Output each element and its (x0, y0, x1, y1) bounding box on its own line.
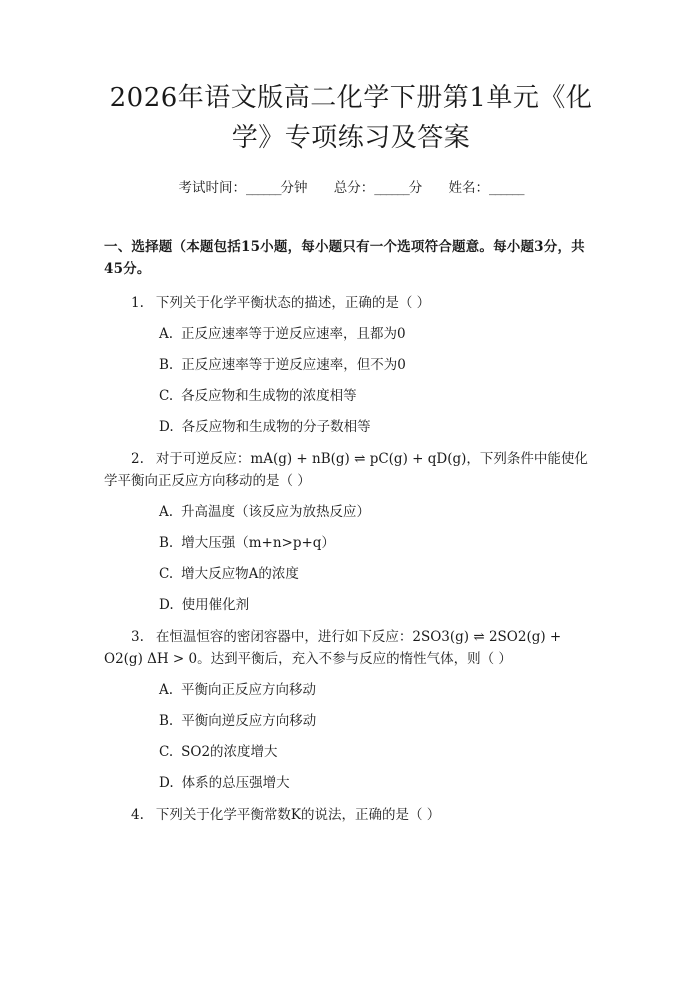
option-c (159, 385, 598, 407)
question-text: 在恒温恒容的密闭容器中，进行如下反应：2SO3(g) ⇌ 2SO2(g) + O2(g) ΔH > 0。达到平衡后，充入不参与反应的惰性气体，则（ ） (104, 629, 562, 667)
question-3 (104, 626, 598, 670)
exam-time-blank: ______ (245, 180, 281, 196)
option-text: SO2的浓度增大 (181, 744, 278, 760)
option-label: B. (159, 713, 174, 729)
exam-meta (104, 178, 598, 198)
total-score-unit: 分 (408, 180, 423, 196)
document-page (0, 78, 700, 983)
student-name (449, 180, 524, 196)
question-4 (104, 804, 598, 826)
option-text: 平衡向正反应方向移动 (181, 682, 317, 698)
option-d (159, 594, 598, 616)
option-label: B. (159, 357, 174, 373)
exam-time-unit: 分钟 (280, 180, 308, 196)
option-text: 增大反应物A的浓度 (181, 566, 299, 582)
option-a (159, 679, 598, 701)
option-text: 升高温度（该反应为放热反应） (181, 504, 371, 520)
exam-time-label: 考试时间： (178, 180, 246, 196)
section-heading: 一、选择题（本题包括15小题，每小题只有一个选项符合题意。每小题3分，共45分。 (104, 239, 585, 277)
option-text: 增大压强（m+n>p+q） (181, 535, 335, 551)
option-a (159, 501, 598, 523)
question-number: 3. (131, 629, 144, 645)
question-number: 4. (131, 807, 144, 823)
option-text: 正反应速率等于逆反应速率，且都为0 (181, 326, 406, 342)
question-number: 1. (131, 295, 144, 311)
question-number: 2. (131, 451, 144, 467)
option-label: D. (159, 419, 174, 435)
option-label: A. (159, 504, 174, 520)
option-label: D. (159, 775, 174, 791)
option-text: 各反应物和生成物的浓度相等 (181, 388, 357, 404)
question-2-options (104, 501, 598, 616)
option-c (159, 741, 598, 763)
question-1-options (104, 323, 598, 438)
option-label: C. (159, 388, 174, 404)
option-b (159, 532, 598, 554)
option-b (159, 354, 598, 376)
question-3-options (104, 679, 598, 794)
student-name-blank: ______ (489, 180, 524, 196)
total-score-label: 总分： (333, 180, 375, 196)
option-text: 使用催化剂 (181, 597, 250, 613)
option-d (159, 772, 598, 794)
option-label: A. (159, 682, 174, 698)
option-text: 各反应物和生成物的分子数相等 (181, 419, 371, 435)
option-label: B. (159, 535, 174, 551)
total-score (334, 180, 423, 196)
question-text: 对于可逆反应：mA(g) + nB(g) ⇌ pC(g) + qD(g)，下列条件中能使化学平衡向正反应方向移动的是（ ） (104, 451, 588, 489)
question-1 (104, 292, 598, 314)
option-a (159, 323, 598, 345)
option-b (159, 710, 598, 732)
option-label: A. (159, 326, 174, 342)
document-title: 2026年语文版高二化学下册第1单元《化学》专项练习及答案 (109, 83, 593, 153)
option-label: C. (159, 744, 174, 760)
option-label: C. (159, 566, 174, 582)
question-text: 下列关于化学平衡状态的描述，正确的是（ ） (155, 295, 431, 311)
option-text: 正反应速率等于逆反应速率，但不为0 (181, 357, 406, 373)
question-text: 下列关于化学平衡常数K的说法，正确的是（ ） (155, 807, 441, 823)
total-score-blank: ______ (374, 180, 409, 196)
student-name-label: 姓名： (448, 180, 490, 196)
option-d (159, 416, 598, 438)
option-c (159, 563, 598, 585)
option-text: 平衡向逆反应方向移动 (181, 713, 317, 729)
exam-time (178, 180, 307, 196)
question-2 (104, 448, 598, 492)
option-label: D. (159, 597, 174, 613)
option-text: 体系的总压强增大 (181, 775, 290, 791)
